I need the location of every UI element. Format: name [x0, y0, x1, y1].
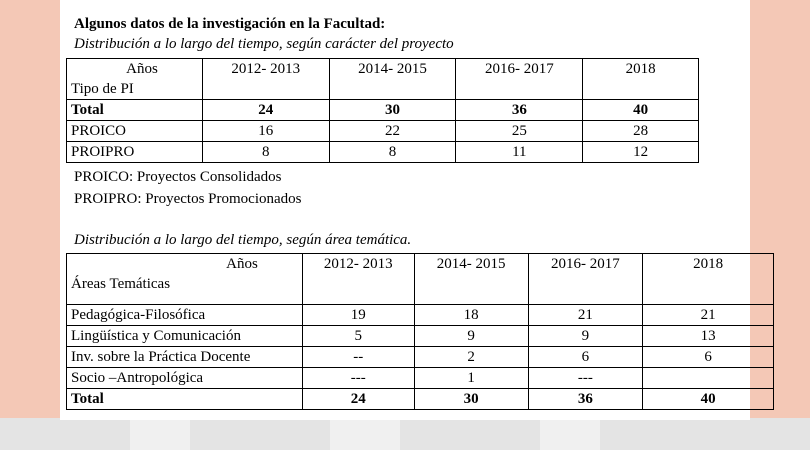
table-cell: 9 — [414, 326, 528, 347]
table-cell: 36 — [528, 389, 643, 410]
abbreviation-note: PROIPRO: Proyectos Promocionados — [74, 191, 302, 207]
row-label: Socio –Antropológica — [67, 368, 303, 389]
table-cell: 13 — [643, 326, 774, 347]
table-cell: 8 — [202, 142, 329, 163]
table-cell: 22 — [329, 121, 456, 142]
table-cell: 18 — [414, 305, 528, 326]
table-cell: 36 — [456, 100, 583, 121]
table-row — [67, 100, 699, 121]
table-cell: 8 — [329, 142, 456, 163]
row-label: Inv. sobre la Práctica Docente — [67, 347, 303, 368]
table-row — [67, 121, 699, 142]
table-cell: 11 — [456, 142, 583, 163]
table-cell — [643, 368, 774, 389]
table2-caption: Distribución a lo largo del tiempo, según área temática. — [74, 232, 412, 248]
table-header-row — [67, 59, 699, 100]
row-label: Pedagógica-Filosófica — [67, 305, 303, 326]
table-cell: 2 — [414, 347, 528, 368]
years-corner-label: Años — [226, 256, 258, 272]
table-cell: -- — [302, 347, 414, 368]
table-row — [67, 347, 774, 368]
year-header: 2014- 2015 — [414, 254, 528, 305]
table-cell: 24 — [202, 100, 329, 121]
table-cell: 40 — [643, 389, 774, 410]
table-cell: --- — [302, 368, 414, 389]
table-cell: 19 — [302, 305, 414, 326]
row-label: PROICO — [67, 121, 203, 142]
table-cell: 6 — [643, 347, 774, 368]
table-cell: 21 — [528, 305, 643, 326]
table-cell: 25 — [456, 121, 583, 142]
table-corner-cell — [67, 59, 203, 100]
table-cell: 1 — [414, 368, 528, 389]
year-header: 2014- 2015 — [329, 59, 456, 100]
table-cell: 28 — [583, 121, 699, 142]
table-cell: 30 — [329, 100, 456, 121]
row-label: Total — [67, 389, 303, 410]
table-row — [67, 368, 774, 389]
table-cell: 40 — [583, 100, 699, 121]
year-header: 2012- 2013 — [202, 59, 329, 100]
year-header: 2016- 2017 — [456, 59, 583, 100]
table1-caption: Distribución a lo largo del tiempo, según carácter del proyecto — [74, 36, 454, 52]
table-cell: 9 — [528, 326, 643, 347]
table-cell: 5 — [302, 326, 414, 347]
background-logo-watermark — [0, 418, 810, 450]
table-cell: 12 — [583, 142, 699, 163]
table-cell: 30 — [414, 389, 528, 410]
table-row — [67, 305, 774, 326]
projects-by-area-table — [66, 253, 774, 410]
abbreviation-note: PROICO: Proyectos Consolidados — [74, 169, 282, 185]
table-header-row — [67, 254, 774, 305]
table-cell: --- — [528, 368, 643, 389]
table-cell: 24 — [302, 389, 414, 410]
projects-by-type-table — [66, 58, 699, 163]
row-label: Total — [67, 100, 203, 121]
area-corner-label: Áreas Temáticas — [71, 276, 171, 292]
row-label: PROIPRO — [67, 142, 203, 163]
table-row — [67, 326, 774, 347]
year-header: 2018 — [583, 59, 699, 100]
row-label: Lingüística y Comunicación — [67, 326, 303, 347]
year-header: 2018 — [643, 254, 774, 305]
table-cell: 21 — [643, 305, 774, 326]
page-heading: Algunos datos de la investigación en la Facultad: — [74, 16, 386, 32]
years-corner-label: Años — [126, 61, 158, 77]
background-band-left — [0, 0, 60, 450]
table-corner-cell — [67, 254, 303, 305]
year-header: 2016- 2017 — [528, 254, 643, 305]
table-row — [67, 142, 699, 163]
table-row — [67, 389, 774, 410]
table-cell: 6 — [528, 347, 643, 368]
year-header: 2012- 2013 — [302, 254, 414, 305]
type-corner-label: Tipo de PI — [71, 81, 134, 97]
table-cell: 16 — [202, 121, 329, 142]
